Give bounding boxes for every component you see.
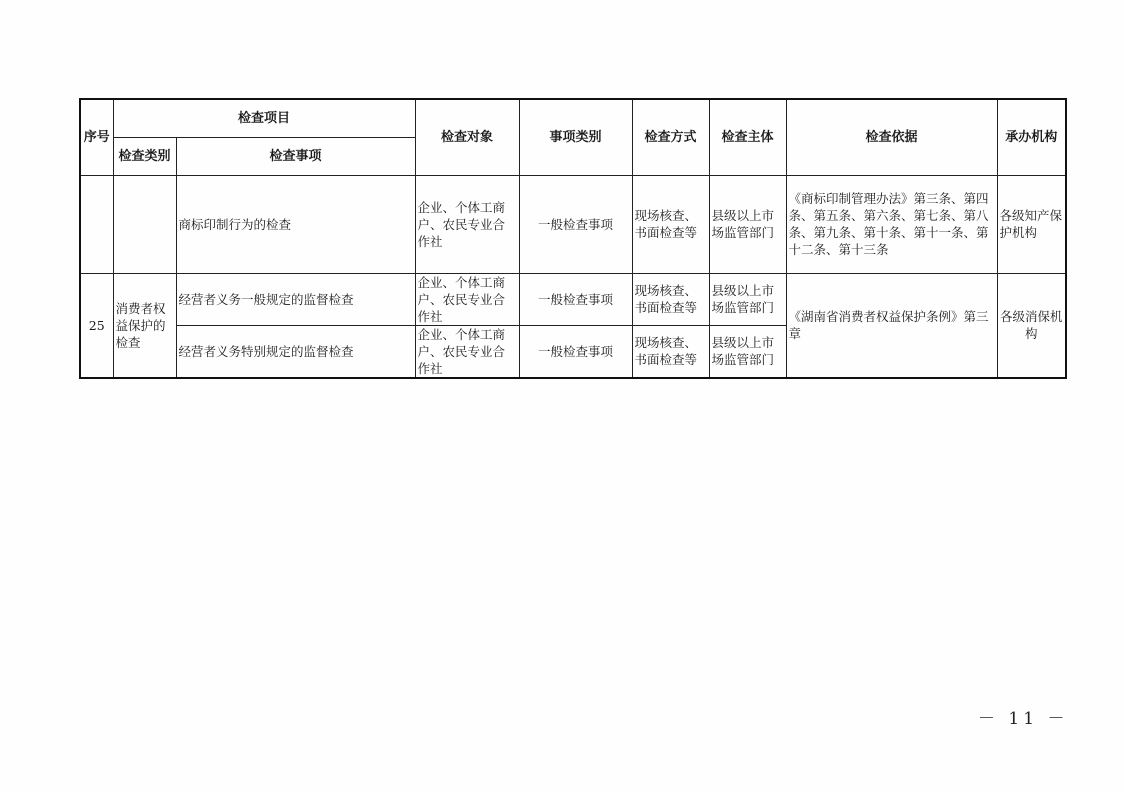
table-row (80, 273, 1066, 325)
cell-type: 一般检查事项 (519, 273, 632, 325)
header-check-matter: 检查事项 (176, 137, 415, 175)
header-target: 检查对象 (415, 99, 519, 175)
cell-basis: 《商标印制管理办法》第三条、第四条、第五条、第六条、第七条、第八条、第九条、第十条、第十一条、第十二条、第十三条 (786, 175, 997, 273)
cell-basis: 《湖南省消费者权益保护条例》第三章 (786, 273, 997, 378)
cell-matter: 商标印制行为的检查 (176, 175, 415, 273)
cell-method: 现场核查、书面检查等 (632, 325, 709, 378)
header-subject: 检查主体 (709, 99, 786, 175)
page-number: － 11 － (978, 709, 1069, 729)
header-seq: 序号 (80, 99, 113, 175)
cell-organizer: 各级知产保护机构 (997, 175, 1066, 273)
header-basis: 检查依据 (786, 99, 997, 175)
cell-subject: 县级以上市场监管部门 (709, 273, 786, 325)
header-organizer: 承办机构 (997, 99, 1066, 175)
cell-target: 企业、个体工商户、农民专业合作社 (415, 175, 519, 273)
cell-method: 现场核查、书面检查等 (632, 273, 709, 325)
cell-method: 现场核查、书面检查等 (632, 175, 709, 273)
cell-organizer: 各级消保机构 (997, 273, 1066, 378)
cell-category (113, 175, 176, 273)
cell-target: 企业、个体工商户、农民专业合作社 (415, 273, 519, 325)
header-matter-type: 事项类别 (519, 99, 632, 175)
header-check-category: 检查类别 (113, 137, 176, 175)
cell-matter: 经营者义务特别规定的监督检查 (176, 325, 415, 378)
cell-type: 一般检查事项 (519, 175, 632, 273)
header-check-item: 检查项目 (113, 99, 415, 137)
table-row (80, 175, 1066, 273)
cell-seq (80, 175, 113, 273)
header-row-1 (80, 99, 1066, 137)
cell-category: 消费者权益保护的检查 (113, 273, 176, 378)
inspection-table (79, 98, 1067, 379)
cell-matter: 经营者义务一般规定的监督检查 (176, 273, 415, 325)
header-method: 检查方式 (632, 99, 709, 175)
cell-subject: 县级以上市场监管部门 (709, 325, 786, 378)
cell-target: 企业、个体工商户、农民专业合作社 (415, 325, 519, 378)
cell-type: 一般检查事项 (519, 325, 632, 378)
cell-subject: 县级以上市场监管部门 (709, 175, 786, 273)
cell-seq: 25 (80, 273, 113, 378)
